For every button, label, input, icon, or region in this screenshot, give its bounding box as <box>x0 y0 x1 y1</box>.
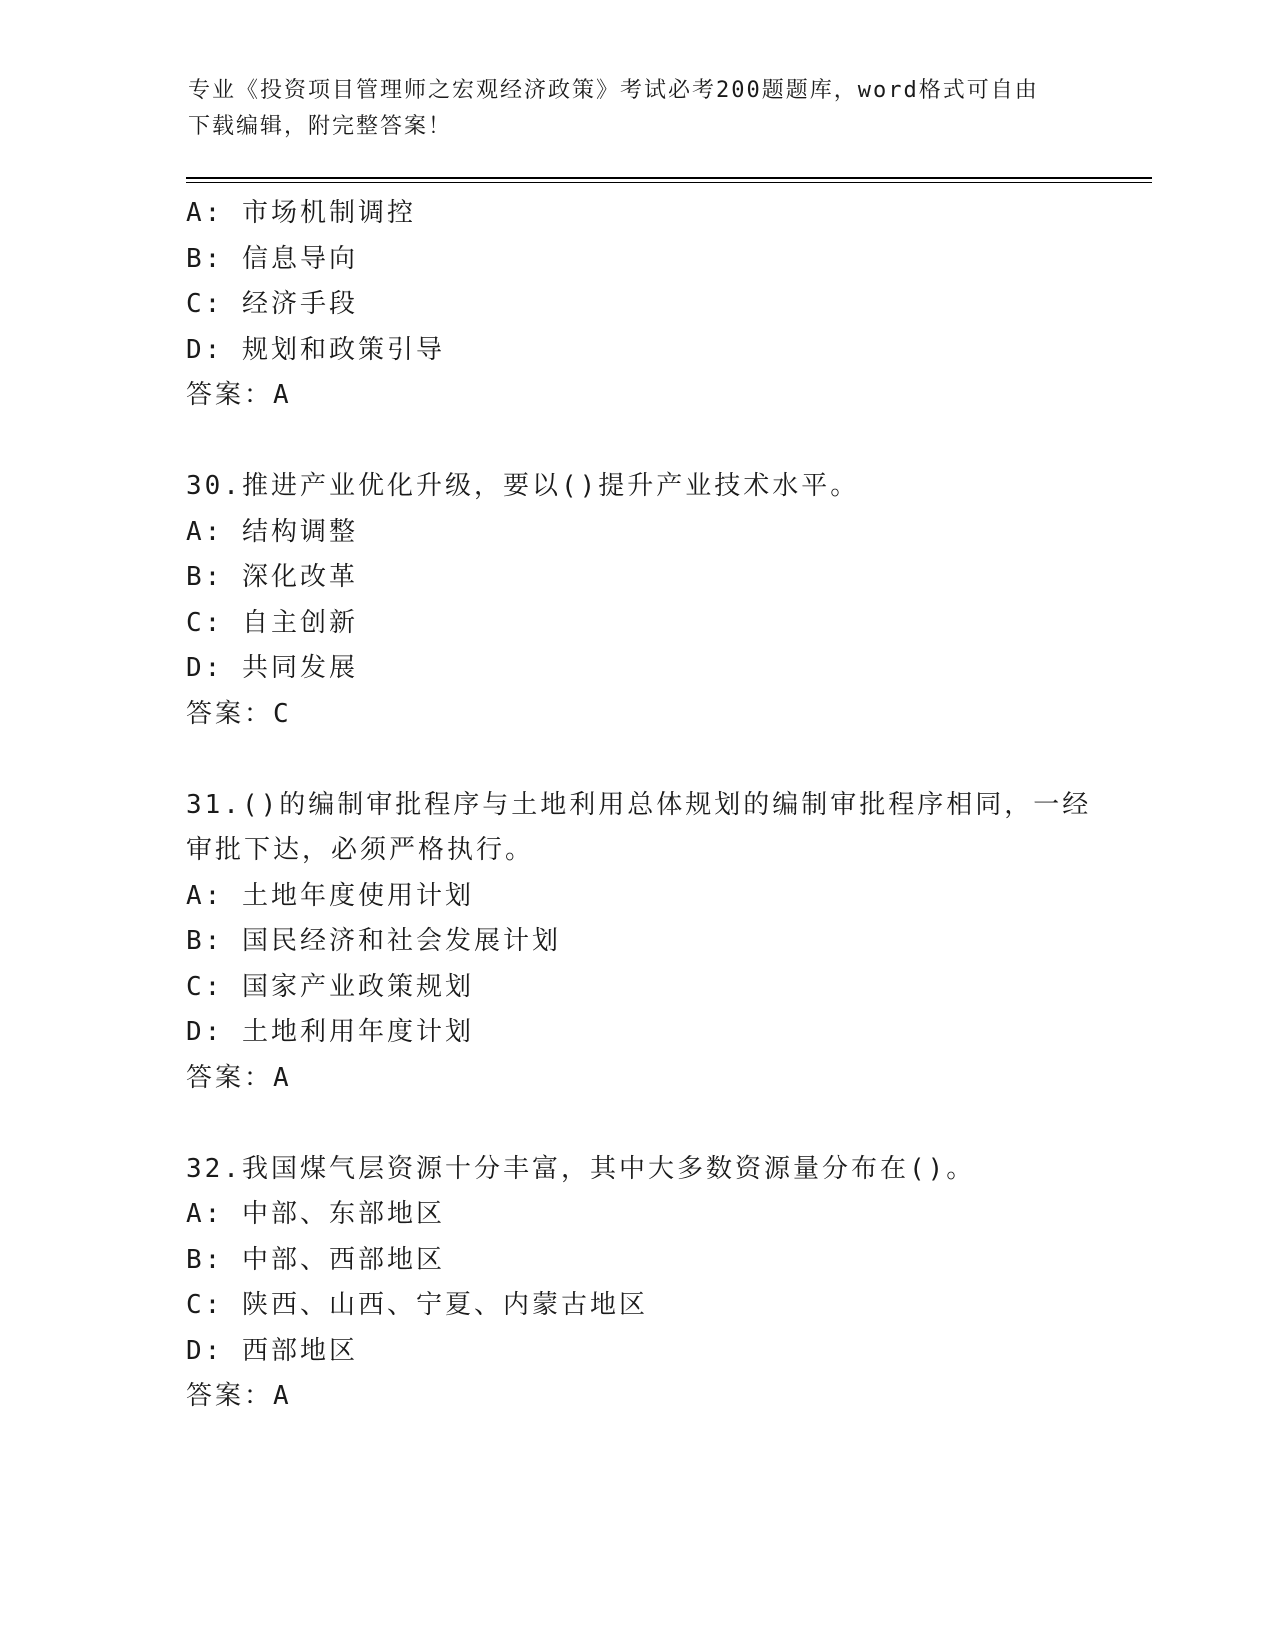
header-divider-thick <box>186 177 1152 179</box>
question-block-30 <box>186 464 1086 737</box>
option-text: 西部地区 <box>241 1335 358 1366</box>
option-label: D: <box>186 653 224 683</box>
answer-value: A <box>273 1381 292 1411</box>
option-label: C: <box>186 607 224 638</box>
answer-label: 答案： <box>186 1062 274 1093</box>
question-stem: 32.我国煤气层资源十分丰富，其中大多数资源量分布在()。 <box>186 1153 976 1184</box>
option-label: D: <box>186 1335 224 1366</box>
answer-label: 答案： <box>186 698 274 729</box>
option-label: C: <box>186 1290 224 1320</box>
question-stem-line-1: 31.()的编制审批程序与土地利用总体规划的编制审批程序相同，一经 <box>186 789 1092 820</box>
document-header <box>188 73 1068 145</box>
option-text: 土地年度使用计划 <box>241 880 474 911</box>
option-c <box>186 601 1086 647</box>
answer-value: A <box>273 380 292 410</box>
option-label: A: <box>186 1199 224 1229</box>
option-a <box>186 510 1086 556</box>
option-d <box>186 328 1086 374</box>
option-text: 经济手段 <box>241 289 358 319</box>
option-label: B: <box>186 562 224 592</box>
option-d <box>186 1010 1086 1056</box>
question-stem-line-2: 审批下达，必须严格执行。 <box>186 835 535 865</box>
option-b <box>186 919 1086 965</box>
header-divider-thin <box>186 182 1152 183</box>
option-label: B: <box>186 926 224 956</box>
option-text: 规划和政策引导 <box>241 334 445 365</box>
option-label: B: <box>186 1244 224 1275</box>
option-text: 市场机制调控 <box>241 198 416 228</box>
option-text: 信息导向 <box>241 243 358 274</box>
header-line-2: 下载编辑，附完整答案！ <box>188 114 453 139</box>
option-text: 陕西、山西、宁夏、内蒙古地区 <box>241 1290 648 1320</box>
option-b <box>186 555 1086 601</box>
answer-value: C <box>273 698 292 729</box>
question-spacer <box>186 737 1086 783</box>
option-a <box>186 1192 1086 1238</box>
option-text: 结构调整 <box>241 516 358 547</box>
option-label: D: <box>186 334 224 365</box>
option-text: 自主创新 <box>241 607 358 638</box>
answer-line <box>186 373 1086 419</box>
option-text: 中部、西部地区 <box>241 1244 445 1275</box>
option-label: A: <box>186 880 224 911</box>
question-block-32 <box>186 1147 1086 1420</box>
answer-value: A <box>273 1062 292 1093</box>
question-spacer <box>186 419 1086 465</box>
option-label: A: <box>186 198 224 228</box>
option-c <box>186 965 1086 1011</box>
option-label: A: <box>186 516 224 547</box>
question-block-29 <box>186 191 1086 419</box>
option-text: 土地利用年度计划 <box>241 1017 474 1047</box>
option-label: D: <box>186 1017 224 1047</box>
header-line-1: 专业《投资项目管理师之宏观经济政策》考试必考200题题库，word格式可自由 <box>188 78 1039 103</box>
answer-label: 答案： <box>186 1381 274 1411</box>
question-spacer <box>186 1101 1086 1147</box>
option-a <box>186 191 1086 237</box>
option-label: C: <box>186 971 224 1002</box>
answer-line <box>186 1374 1086 1420</box>
answer-line <box>186 692 1086 738</box>
option-text: 国民经济和社会发展计划 <box>241 926 561 956</box>
option-c <box>186 1283 1086 1329</box>
option-label: C: <box>186 289 224 319</box>
option-d <box>186 646 1086 692</box>
answer-label: 答案： <box>186 380 274 410</box>
option-text: 中部、东部地区 <box>241 1199 445 1229</box>
option-label: B: <box>186 243 224 274</box>
answer-line <box>186 1056 1086 1102</box>
question-block-31 <box>186 783 1092 1102</box>
option-text: 深化改革 <box>241 562 358 592</box>
option-text: 共同发展 <box>241 653 358 683</box>
option-text: 国家产业政策规划 <box>241 971 474 1002</box>
question-list <box>186 191 1092 1420</box>
option-d <box>186 1329 1086 1375</box>
option-c <box>186 282 1086 328</box>
question-stem: 30.推进产业优化升级，要以()提升产业技术水平。 <box>186 471 860 501</box>
option-b <box>186 237 1086 283</box>
option-a <box>186 874 1086 920</box>
option-b <box>186 1238 1086 1284</box>
